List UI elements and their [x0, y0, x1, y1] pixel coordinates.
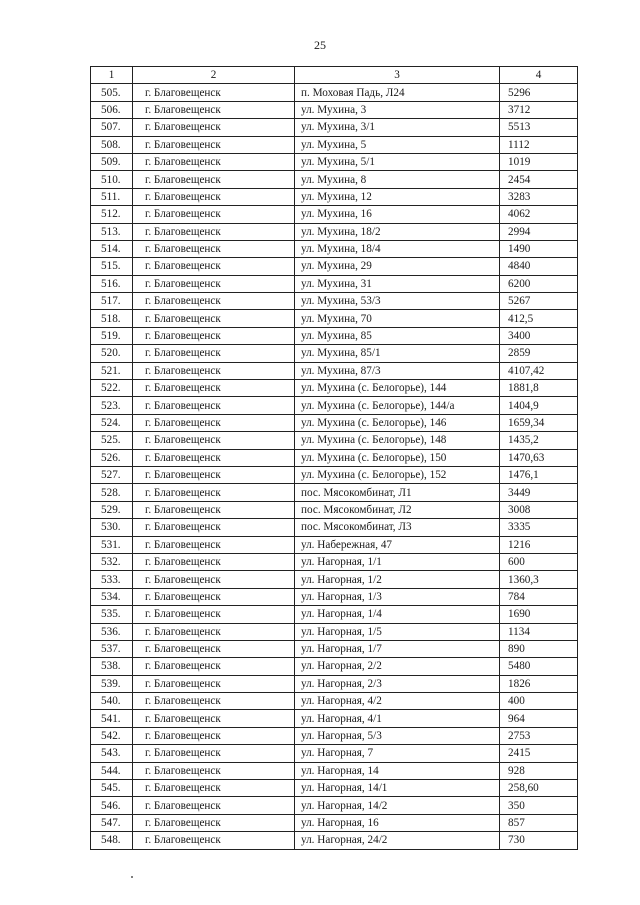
- row-number-cell: 510.: [91, 171, 133, 188]
- table-row: [91, 119, 578, 136]
- address-cell: ул. Мухина, 5: [295, 136, 500, 153]
- value-cell: 1435,2: [500, 432, 578, 449]
- table-row: [91, 814, 578, 831]
- value-cell: 3400: [500, 327, 578, 344]
- city-cell: г. Благовещенск: [133, 606, 295, 623]
- city-cell: г. Благовещенск: [133, 623, 295, 640]
- table-row: [91, 153, 578, 170]
- value-cell: 3449: [500, 484, 578, 501]
- city-cell: г. Благовещенск: [133, 345, 295, 362]
- address-cell: ул. Нагорная, 1/1: [295, 553, 500, 570]
- city-cell: г. Благовещенск: [133, 258, 295, 275]
- city-cell: г. Благовещенск: [133, 327, 295, 344]
- city-cell: г. Благовещенск: [133, 484, 295, 501]
- row-number-cell: 537.: [91, 640, 133, 657]
- table-row: [91, 640, 578, 657]
- city-cell: г. Благовещенск: [133, 693, 295, 710]
- row-number-cell: 534.: [91, 588, 133, 605]
- table-row: [91, 797, 578, 814]
- table-row: [91, 310, 578, 327]
- table-row: [91, 553, 578, 570]
- table-row: [91, 466, 578, 483]
- value-cell: 400: [500, 693, 578, 710]
- row-number-cell: 542.: [91, 727, 133, 744]
- row-number-cell: 515.: [91, 258, 133, 275]
- table-row: [91, 780, 578, 797]
- city-cell: г. Благовещенск: [133, 119, 295, 136]
- table-row: [91, 293, 578, 310]
- page-number: 25: [314, 38, 326, 52]
- row-number-cell: 507.: [91, 119, 133, 136]
- value-cell: 1881,8: [500, 380, 578, 397]
- address-cell: ул. Мухина (с. Белогорье), 144/а: [295, 397, 500, 414]
- city-cell: г. Благовещенск: [133, 101, 295, 118]
- city-cell: г. Благовещенск: [133, 293, 295, 310]
- value-cell: 5513: [500, 119, 578, 136]
- address-cell: пос. Мясокомбинат, Л1: [295, 484, 500, 501]
- table-row: [91, 832, 578, 849]
- value-cell: 5296: [500, 84, 578, 101]
- table-row: [91, 327, 578, 344]
- row-number-cell: 518.: [91, 310, 133, 327]
- city-cell: г. Благовещенск: [133, 275, 295, 292]
- table-row: [91, 414, 578, 431]
- address-cell: ул. Нагорная, 2/2: [295, 658, 500, 675]
- address-cell: пос. Мясокомбинат, Л2: [295, 501, 500, 518]
- address-cell: ул. Мухина, 70: [295, 310, 500, 327]
- row-number-cell: 523.: [91, 397, 133, 414]
- row-number-cell: 514.: [91, 240, 133, 257]
- address-cell: ул. Нагорная, 1/4: [295, 606, 500, 623]
- value-cell: 350: [500, 797, 578, 814]
- value-cell: 928: [500, 762, 578, 779]
- address-cell: ул. Мухина, 5/1: [295, 153, 500, 170]
- city-cell: г. Благовещенск: [133, 797, 295, 814]
- table-row: [91, 658, 578, 675]
- row-number-cell: 512.: [91, 206, 133, 223]
- address-cell: ул. Нагорная, 4/2: [295, 693, 500, 710]
- row-number-cell: 529.: [91, 501, 133, 518]
- city-cell: г. Благовещенск: [133, 171, 295, 188]
- table-row: [91, 519, 578, 536]
- city-cell: г. Благовещенск: [133, 832, 295, 849]
- city-cell: г. Благовещенск: [133, 553, 295, 570]
- city-cell: г. Благовещенск: [133, 814, 295, 831]
- table-row: [91, 606, 578, 623]
- row-number-cell: 511.: [91, 188, 133, 205]
- city-cell: г. Благовещенск: [133, 397, 295, 414]
- row-number-cell: 540.: [91, 693, 133, 710]
- value-cell: 2994: [500, 223, 578, 240]
- address-cell: ул. Мухина (с. Белогорье), 146: [295, 414, 500, 431]
- value-cell: 4107,42: [500, 362, 578, 379]
- row-number-cell: 536.: [91, 623, 133, 640]
- value-cell: 857: [500, 814, 578, 831]
- address-cell: ул. Нагорная, 4/1: [295, 710, 500, 727]
- table-row: [91, 84, 578, 101]
- city-cell: г. Благовещенск: [133, 727, 295, 744]
- address-cell: ул. Нагорная, 16: [295, 814, 500, 831]
- row-number-cell: 524.: [91, 414, 133, 431]
- value-cell: 784: [500, 588, 578, 605]
- table-row: [91, 501, 578, 518]
- table-row: [91, 675, 578, 692]
- city-cell: г. Благовещенск: [133, 153, 295, 170]
- city-cell: г. Благовещенск: [133, 536, 295, 553]
- address-cell: ул. Нагорная, 1/2: [295, 571, 500, 588]
- property-table: [90, 66, 578, 850]
- header-col-3: 3: [295, 67, 500, 84]
- table-row: [91, 223, 578, 240]
- city-cell: г. Благовещенск: [133, 380, 295, 397]
- row-number-cell: 533.: [91, 571, 133, 588]
- table-row: [91, 449, 578, 466]
- value-cell: 412,5: [500, 310, 578, 327]
- address-cell: ул. Нагорная, 24/2: [295, 832, 500, 849]
- address-cell: ул. Нагорная, 1/5: [295, 623, 500, 640]
- city-cell: г. Благовещенск: [133, 136, 295, 153]
- city-cell: г. Благовещенск: [133, 675, 295, 692]
- address-cell: ул. Набережная, 47: [295, 536, 500, 553]
- row-number-cell: 530.: [91, 519, 133, 536]
- table-body: [91, 84, 578, 849]
- city-cell: г. Благовещенск: [133, 188, 295, 205]
- value-cell: 2415: [500, 745, 578, 762]
- table-row: [91, 240, 578, 257]
- city-cell: г. Благовещенск: [133, 240, 295, 257]
- address-cell: ул. Нагорная, 14/2: [295, 797, 500, 814]
- row-number-cell: 528.: [91, 484, 133, 501]
- table-row: [91, 206, 578, 223]
- header-col-2: 2: [133, 67, 295, 84]
- table-row: [91, 536, 578, 553]
- table-row: [91, 623, 578, 640]
- table-row: [91, 345, 578, 362]
- value-cell: 1360,3: [500, 571, 578, 588]
- address-cell: ул. Мухина, 31: [295, 275, 500, 292]
- row-number-cell: 543.: [91, 745, 133, 762]
- city-cell: г. Благовещенск: [133, 501, 295, 518]
- table-row: [91, 588, 578, 605]
- value-cell: 730: [500, 832, 578, 849]
- row-number-cell: 517.: [91, 293, 133, 310]
- row-number-cell: 526.: [91, 449, 133, 466]
- table-row: [91, 275, 578, 292]
- city-cell: г. Благовещенск: [133, 710, 295, 727]
- city-cell: г. Благовещенск: [133, 762, 295, 779]
- row-number-cell: 545.: [91, 780, 133, 797]
- value-cell: 1476,1: [500, 466, 578, 483]
- row-number-cell: 525.: [91, 432, 133, 449]
- header-col-4: 4: [500, 67, 578, 84]
- table-row: [91, 727, 578, 744]
- value-cell: 1112: [500, 136, 578, 153]
- address-cell: ул. Нагорная, 7: [295, 745, 500, 762]
- row-number-cell: 538.: [91, 658, 133, 675]
- address-cell: ул. Мухина, 12: [295, 188, 500, 205]
- address-cell: ул. Нагорная, 1/7: [295, 640, 500, 657]
- table-row: [91, 745, 578, 762]
- table-row: [91, 188, 578, 205]
- row-number-cell: 505.: [91, 84, 133, 101]
- address-cell: ул. Мухина (с. Белогорье), 152: [295, 466, 500, 483]
- value-cell: 1404,9: [500, 397, 578, 414]
- city-cell: г. Благовещенск: [133, 449, 295, 466]
- city-cell: г. Благовещенск: [133, 432, 295, 449]
- city-cell: г. Благовещенск: [133, 519, 295, 536]
- value-cell: 3008: [500, 501, 578, 518]
- city-cell: г. Благовещенск: [133, 206, 295, 223]
- value-cell: 1826: [500, 675, 578, 692]
- value-cell: 258,60: [500, 780, 578, 797]
- city-cell: г. Благовещенск: [133, 780, 295, 797]
- scan-speck: [131, 876, 133, 878]
- address-cell: ул. Нагорная, 5/3: [295, 727, 500, 744]
- value-cell: 964: [500, 710, 578, 727]
- address-cell: ул. Мухина (с. Белогорье), 148: [295, 432, 500, 449]
- value-cell: 1134: [500, 623, 578, 640]
- table-row: [91, 762, 578, 779]
- value-cell: 5480: [500, 658, 578, 675]
- city-cell: г. Благовещенск: [133, 414, 295, 431]
- city-cell: г. Благовещенск: [133, 223, 295, 240]
- address-cell: п. Моховая Падь, Л24: [295, 84, 500, 101]
- row-number-cell: 532.: [91, 553, 133, 570]
- address-cell: ул. Мухина (с. Белогорье), 150: [295, 449, 500, 466]
- value-cell: 890: [500, 640, 578, 657]
- property-table-container: [90, 66, 578, 850]
- table-row: [91, 571, 578, 588]
- city-cell: г. Благовещенск: [133, 571, 295, 588]
- row-number-cell: 539.: [91, 675, 133, 692]
- value-cell: 1216: [500, 536, 578, 553]
- table-row: [91, 362, 578, 379]
- row-number-cell: 521.: [91, 362, 133, 379]
- address-cell: ул. Нагорная, 14: [295, 762, 500, 779]
- table-row: [91, 101, 578, 118]
- row-number-cell: 527.: [91, 466, 133, 483]
- row-number-cell: 522.: [91, 380, 133, 397]
- row-number-cell: 541.: [91, 710, 133, 727]
- address-cell: ул. Нагорная, 2/3: [295, 675, 500, 692]
- row-number-cell: 509.: [91, 153, 133, 170]
- row-number-cell: 548.: [91, 832, 133, 849]
- table-row: [91, 258, 578, 275]
- city-cell: г. Благовещенск: [133, 310, 295, 327]
- value-cell: 1659,34: [500, 414, 578, 431]
- row-number-cell: 513.: [91, 223, 133, 240]
- value-cell: 5267: [500, 293, 578, 310]
- address-cell: ул. Нагорная, 14/1: [295, 780, 500, 797]
- city-cell: г. Благовещенск: [133, 640, 295, 657]
- row-number-cell: 516.: [91, 275, 133, 292]
- city-cell: г. Благовещенск: [133, 362, 295, 379]
- address-cell: ул. Мухина, 85: [295, 327, 500, 344]
- value-cell: 4840: [500, 258, 578, 275]
- address-cell: ул. Мухина, 3: [295, 101, 500, 118]
- row-number-cell: 531.: [91, 536, 133, 553]
- table-row: [91, 710, 578, 727]
- table-row: [91, 432, 578, 449]
- value-cell: 3283: [500, 188, 578, 205]
- city-cell: г. Благовещенск: [133, 84, 295, 101]
- value-cell: 6200: [500, 275, 578, 292]
- address-cell: ул. Мухина, 85/1: [295, 345, 500, 362]
- value-cell: 2859: [500, 345, 578, 362]
- address-cell: ул. Мухина, 16: [295, 206, 500, 223]
- row-number-cell: 508.: [91, 136, 133, 153]
- row-number-cell: 519.: [91, 327, 133, 344]
- table-row: [91, 380, 578, 397]
- value-cell: 2454: [500, 171, 578, 188]
- table-row: [91, 484, 578, 501]
- row-number-cell: 547.: [91, 814, 133, 831]
- table-row: [91, 397, 578, 414]
- header-col-1: 1: [91, 67, 133, 84]
- value-cell: 1690: [500, 606, 578, 623]
- address-cell: ул. Мухина, 29: [295, 258, 500, 275]
- address-cell: ул. Мухина, 8: [295, 171, 500, 188]
- city-cell: г. Благовещенск: [133, 466, 295, 483]
- address-cell: ул. Мухина, 18/4: [295, 240, 500, 257]
- header-row: [91, 67, 578, 84]
- value-cell: 1490: [500, 240, 578, 257]
- table-row: [91, 171, 578, 188]
- city-cell: г. Благовещенск: [133, 745, 295, 762]
- value-cell: 1019: [500, 153, 578, 170]
- table-header: [91, 67, 578, 84]
- value-cell: 1470,63: [500, 449, 578, 466]
- row-number-cell: 546.: [91, 797, 133, 814]
- table-row: [91, 693, 578, 710]
- city-cell: г. Благовещенск: [133, 658, 295, 675]
- address-cell: ул. Нагорная, 1/3: [295, 588, 500, 605]
- value-cell: 600: [500, 553, 578, 570]
- value-cell: 3335: [500, 519, 578, 536]
- table-row: [91, 136, 578, 153]
- row-number-cell: 506.: [91, 101, 133, 118]
- row-number-cell: 544.: [91, 762, 133, 779]
- address-cell: ул. Мухина, 87/3: [295, 362, 500, 379]
- value-cell: 4062: [500, 206, 578, 223]
- value-cell: 2753: [500, 727, 578, 744]
- row-number-cell: 535.: [91, 606, 133, 623]
- address-cell: ул. Мухина, 3/1: [295, 119, 500, 136]
- value-cell: 3712: [500, 101, 578, 118]
- row-number-cell: 520.: [91, 345, 133, 362]
- address-cell: ул. Мухина, 53/3: [295, 293, 500, 310]
- city-cell: г. Благовещенск: [133, 588, 295, 605]
- address-cell: ул. Мухина (с. Белогорье), 144: [295, 380, 500, 397]
- address-cell: пос. Мясокомбинат, Л3: [295, 519, 500, 536]
- address-cell: ул. Мухина, 18/2: [295, 223, 500, 240]
